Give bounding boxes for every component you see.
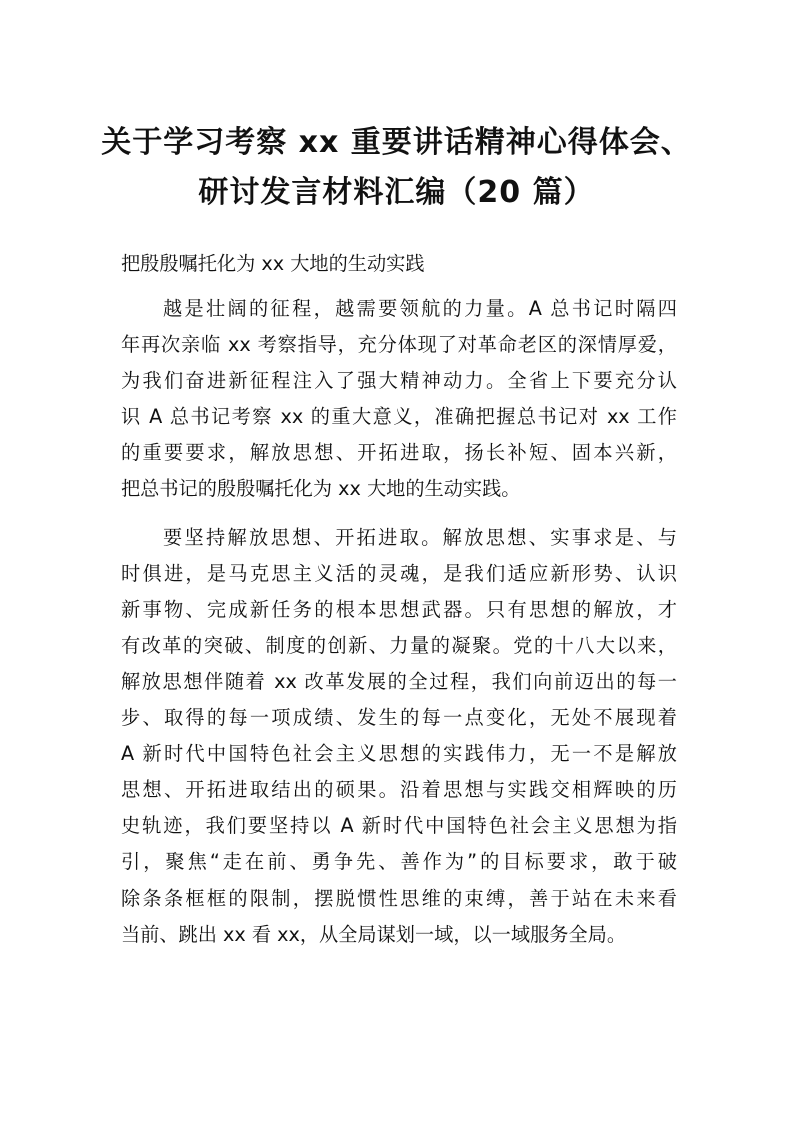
paragraph-line: 的重要要求，解放思想、开拓进取，扬长补短、固本兴新， xyxy=(121,441,677,465)
document-title xyxy=(0,118,793,218)
paragraph-line: 时俱进，是马克思主义活的灵魂，是我们适应新形势、认识 xyxy=(121,561,677,585)
paragraph-line: 引，聚焦“走在前、勇争先、善作为”的目标要求，敢于破 xyxy=(121,850,677,874)
title-line-1: 关于学习考察 xx 重要讲话精神心得体会、 xyxy=(101,125,692,160)
paragraph-line: 年再次亲临 xx 考察指导，充分体现了对革命老区的深情厚爱， xyxy=(121,333,677,357)
paragraph-line: 有改革的突破、制度的创新、力量的凝聚。党的十八大以来， xyxy=(121,633,677,657)
paragraph-line: 除条条框框的限制，摆脱惯性思维的束缚，善于站在未来看 xyxy=(121,886,677,910)
paragraph-line: 解放思想伴随着 xx 改革发展的全过程，我们向前迈出的每一 xyxy=(121,669,677,693)
section-heading: 把殷殷嘱托化为 xx 大地的生动实践 xyxy=(121,252,425,275)
paragraph-line: 当前、跳出 xx 看 xx，从全局谋划一域，以一域服务全局。 xyxy=(121,922,627,946)
paragraph-line: 史轨迹，我们要坚持以 A 新时代中国特色社会主义思想为指 xyxy=(121,814,677,838)
paragraph-line: 要坚持解放思想、开拓进取。解放思想、实事求是、与 xyxy=(163,525,677,549)
paragraph-line: 把总书记的殷殷嘱托化为 xx 大地的生动实践。 xyxy=(121,477,521,501)
paragraph-line: 思想、开拓进取结出的硕果。沿着思想与实践交相辉映的历 xyxy=(121,778,677,802)
paragraph-1 xyxy=(121,291,677,508)
title-line-2: 研讨发言材料汇编（20 篇） xyxy=(198,175,595,210)
paragraph-line: 识 A 总书记考察 xx 的重大意义，准确把握总书记对 xx 工作 xyxy=(121,405,677,429)
paragraph-line: 新事物、完成新任务的根本思想武器。只有思想的解放，才 xyxy=(121,597,677,621)
paragraph-line: 步、取得的每一项成绩、发生的每一点变化，无处不展现着 xyxy=(121,706,677,730)
paragraph-2 xyxy=(121,520,677,953)
paragraph-line: 为我们奋进新征程注入了强大精神动力。全省上下要充分认 xyxy=(121,369,677,393)
paragraph-line: A 新时代中国特色社会主义思想的实践伟力，无一不是解放 xyxy=(121,742,677,766)
document-body xyxy=(121,246,677,965)
paragraph-line: 越是壮阔的征程，越需要领航的力量。A 总书记时隔四 xyxy=(163,297,677,320)
